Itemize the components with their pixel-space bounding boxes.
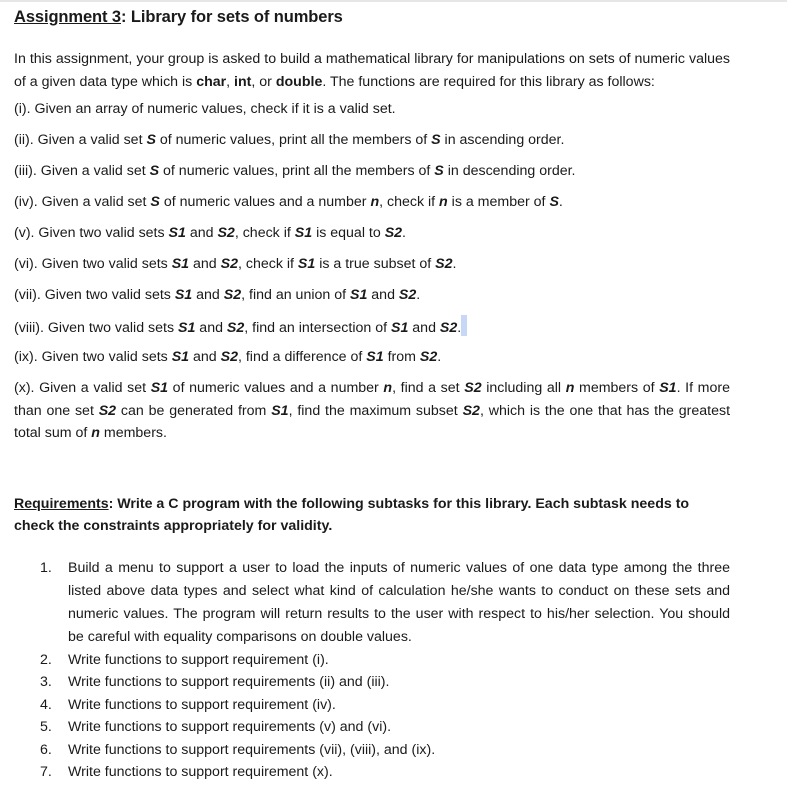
document-page <box>14 4 730 784</box>
subtask-item <box>14 557 730 649</box>
requirement-item: (vi). Given two valid sets S1 and S2, check if S1 is a true subset of S2. <box>14 256 457 272</box>
requirements-label: Requirements <box>14 495 109 512</box>
subtask-item <box>14 694 730 717</box>
subtask-number: 6. <box>40 741 52 758</box>
subtask-number: 2. <box>40 651 52 668</box>
subtask-list <box>14 557 730 784</box>
subtask-text: Write functions to support requirement (i). <box>68 651 329 668</box>
subtask-text: Write functions to support requirements (ii) and (iii). <box>68 674 390 690</box>
subtask-number: 3. <box>40 674 52 690</box>
subtask-number: 5. <box>40 719 52 735</box>
requirement-item: (v). Given two valid sets S1 and S2, check if S1 is equal to S2. <box>14 225 406 241</box>
page-title <box>14 4 730 30</box>
subtask-item <box>14 716 730 739</box>
intro-paragraph: In this assignment, your group is asked to build a mathematical library for manipulations on sets of numeric values of a given data type which is char, int, or double. The functions are required for this library as follows: <box>14 51 730 90</box>
subtask-number: 1. <box>40 559 52 576</box>
subtask-number: 7. <box>40 764 52 780</box>
requirement-item: (iii). Given a valid set S of numeric values, print all the members of S in descending order. <box>14 163 576 179</box>
type-double: double <box>275 73 323 90</box>
requirements-text: : Write a C program with the following subtasks for this library. Each subtask needs to check the constraints appropriately for validity. <box>14 495 690 534</box>
subtask-item <box>14 671 730 694</box>
requirement-item: (ii). Given a valid set S of numeric values, print all the members of S in ascending order. <box>14 132 565 148</box>
requirement-item: (ix). Given two valid sets S1 and S2, find a difference of S1 from S2. <box>14 349 442 365</box>
requirements-heading <box>14 493 730 538</box>
subtask-text: Build a menu to support a user to load the inputs of numeric values of one data type among the three listed above data types and select what kind of calculation he/she wants to conduct on these sets and numeric values. The program will return results to the user with respect to his/her selection. You should be careful with equality comparisons on double values. <box>68 559 730 645</box>
subtask-number: 4. <box>40 696 52 713</box>
requirement-item: (vii). Given two valid sets S1 and S2, find an union of S1 and S2. <box>14 287 421 303</box>
requirement-item: (i). Given an array of numeric values, check if it is a valid set. <box>14 101 396 117</box>
title-rest: : Library for sets of numbers <box>121 8 343 26</box>
title-prefix: Assignment 3 <box>14 8 121 26</box>
subtask-text: Write functions to support requirements (v) and (vi). <box>68 719 392 735</box>
requirement-list <box>14 98 730 445</box>
requirement-item: (iv). Given a valid set S of numeric values and a number n, check if n is a member of S. <box>14 194 563 210</box>
subtask-item <box>14 649 730 672</box>
subtask-text: Write functions to support requirement (iv). <box>68 696 336 713</box>
requirement-item: (viii). Given two valid sets S1 and S2, find an intersection of S1 and S2. <box>14 315 730 337</box>
type-char: char <box>196 73 227 90</box>
subtask-item <box>14 761 730 784</box>
text-cursor-selection <box>461 315 467 336</box>
subtask-item <box>14 739 730 762</box>
requirement-item: (x). Given a valid set S1 of numeric values and a number n, find a set S2 including all n members of S1. If more than one set S2 can be generated from S1, find the maximum subset S2, which is the one that has the greatest total sum of n members. <box>14 380 731 441</box>
top-border <box>0 0 787 2</box>
type-int: int <box>234 73 252 90</box>
subtask-text: Write functions to support requirement (x). <box>68 764 333 780</box>
subtask-text: Write functions to support requirements (vii), (viii), and (ix). <box>68 741 436 758</box>
